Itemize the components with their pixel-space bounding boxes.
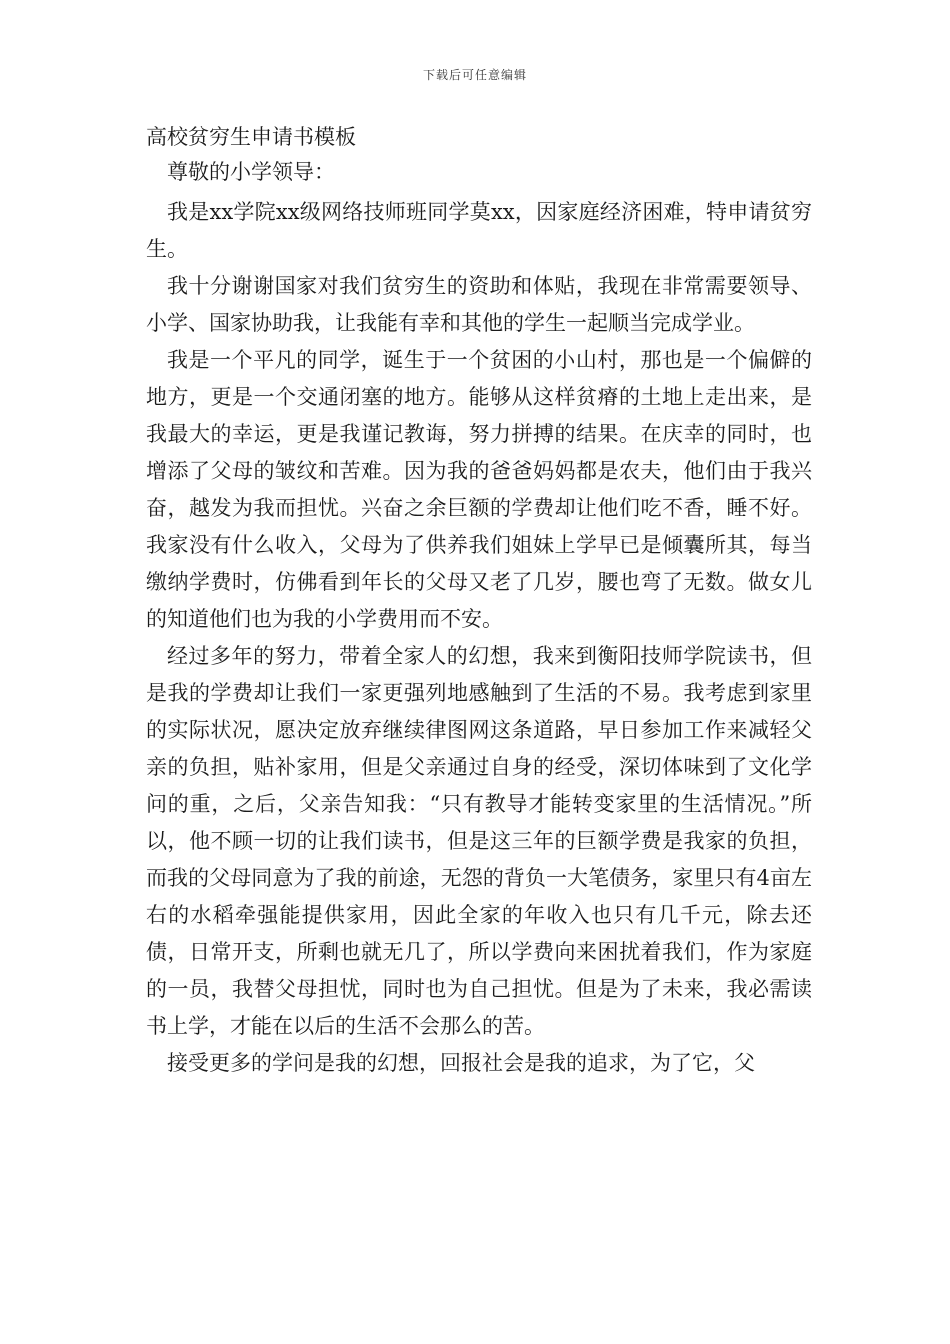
- salutation: 尊敬的小学领导：: [167, 160, 335, 184]
- paragraph-4: 经过多年的努力，带着全家人的幻想，我来到衡阳技师学院读书，但是我的学费却让我们一家更强列地感触到了生活的不易。我考虑到家里的实际状况，愿决定放弃继续律图网这条道路，早日参加工作来减轻父亲的负担，贴补家用，但是父亲通过自身的经受，深切体味到了文化学问的重，之后，父亲告知我：“只有教导才能转变家里的生活情况。”所以，他不顾一切的让我们读书，但是这三年的巨额学费是我家的负担，而我的父母同意为了我的前途，无怨的背负一大笔债务，家里只有4亩左右的水稻牵强能提供家用，因此全家的年收入也只有几千元，除去还债，日常开支，所剩也就无几了，所以学费向来困扰着我们，作为家庭的一员，我替父母担忧，同时也为自己担忧。但是为了未来，我必需读书上学，才能在以后的生活不会那么的苦。: [146, 644, 812, 1038]
- document-title: 高校贫穷生申请书模板: [146, 125, 356, 149]
- paragraph-3: 我是一个平凡的同学，诞生于一个贫困的小山村，那也是一个偏僻的地方，更是一个交通闭塞的地方。能够从这样贫瘠的土地上走出来，是我最大的幸运，更是我谨记教诲，努力拼搏的结果。在庆幸的同时，也增添了父母的皱纹和苦难。因为我的爸爸妈妈都是农夫，他们由于我兴奋，越发为我而担忧。兴奋之余巨额的学费却让他们吃不香，睡不好。我家没有什么收入，父母为了供养我们姐妹上学早已是倾囊所其，每当缴纳学费时，仿佛看到年长的父母又老了几岁，腰也弯了无数。做女儿的知道他们也为我的小学费用而不安。: [146, 348, 812, 631]
- paragraph-1: 我是xx学院xx级网络技师班同学莫xx，因家庭经济困难，特申请贫穷生。: [146, 200, 812, 261]
- paragraph-2: 我十分谢谢国家对我们贫穷生的资助和体贴，我现在非常需要领导、小学、国家协助我，让我能有幸和其他的学生一起顺当完成学业。: [146, 274, 812, 335]
- document-body: [146, 122, 812, 1082]
- header-note: 下载后可任意编辑: [422, 68, 527, 82]
- paragraph-5: 接受更多的学问是我的幻想，回报社会是我的追求，为了它，父: [167, 1051, 755, 1075]
